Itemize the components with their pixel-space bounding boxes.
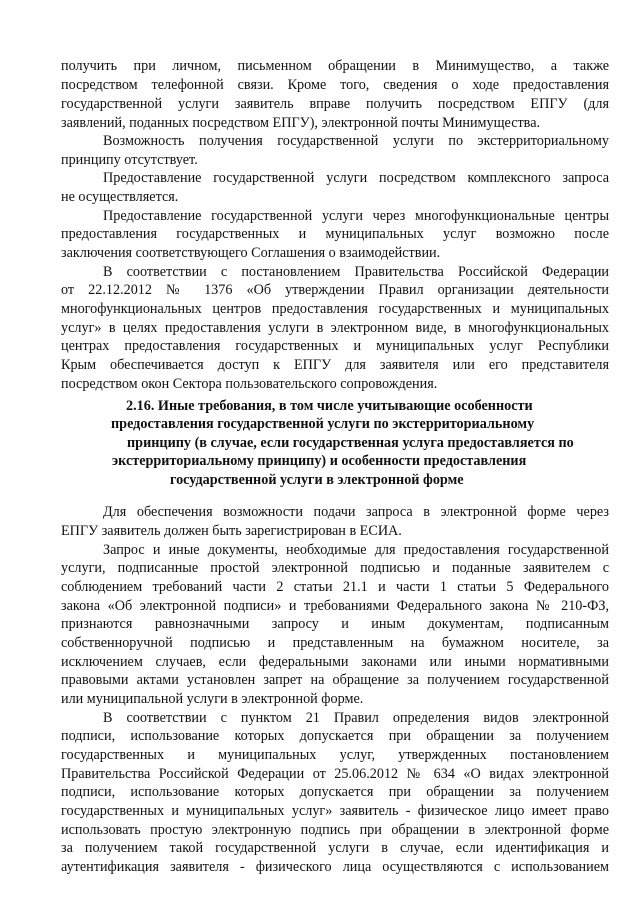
p5-line-6: Крым обеспечивается доступ к ЕПГУ для заявителя или его представителя [61,357,609,373]
p7-line-7: исключением случаев, если федеральными законами или иными нормативными [61,654,609,670]
p8-line-4: Правительства Российской Федерации от 25.06.2012 № 634 «О видах электронной [61,766,609,782]
p2-line-1: Возможность получения государственной услуги по экстерриториальному [103,133,609,149]
p7-line-6: собственноручной подписью и представленным на бумажном носителе, за [61,635,609,651]
p7-line-3: соблюдением требований части 2 статьи 21.1 и части 1 статьи 5 Федерального [61,579,609,595]
section-heading-line-4: экстерриториальному принципу) и особенности предоставления [112,453,527,469]
p2-line-2: принципу отсутствует. [61,152,198,168]
p3-line-1: Предоставление государственной услуги посредством комплексного запроса [103,170,609,186]
p1-line-1: получить при личном, письменном обращении в Минимущество, а также [61,58,609,74]
p8-line-6: государственных и муниципальных услуг» заявитель - физическое лицо имеет право [61,803,609,819]
p1-line-2: посредством телефонной связи. Кроме того, сведения о ходе предоставления [61,77,609,93]
section-heading-line-2: предоставления государственной услуги по экстерриториальному [111,416,535,432]
p1-line-4: заявлений, поданных посредством ЕПГУ), электронной почты Минимущества. [61,115,541,131]
p8-line-7: использовать простую электронную подпись при обращении в электронной форме [61,822,609,838]
p8-line-5: подписи, использование которых допускается при обращении за получением [61,784,609,800]
section-heading-line-3: принципу (в случае, если государственная услуга предоставляется по [127,435,574,451]
section-heading-line-5: государственной услуги в электронной форме [170,472,464,488]
p4-line-3: заключения соответствующего Соглашения о взаимодействии. [61,245,441,261]
p5-line-7: посредством окон Сектора пользовательского сопровождения. [61,376,438,392]
p8-line-3: государственных и муниципальных услуг, утвержденных постановлением [61,747,609,763]
p8-line-1: В соответствии с пунктом 21 Правил определения видов электронной [103,710,609,726]
section-heading-line-1: 2.16. Иные требования, в том числе учитывающие особенности [126,398,533,414]
p7-line-2: услуги, подписанные простой электронной подписью и поданные заявителем с [61,560,609,576]
p5-line-4: услуг» в целях предоставления услуги в электронном виде, в многофункциональных [61,320,609,336]
p7-line-5: признаются равнозначными запросу и иным документам, подписанным [61,616,609,632]
p4-line-1: Предоставление государственной услуги через многофункциональные центры [103,208,609,224]
p6-line-2: ЕПГУ заявитель должен быть зарегистрирован в ЕСИА. [61,523,402,539]
p8-line-2: подписи, использование которых допускается при обращении за получением [61,728,609,744]
p8-line-8: за получением такой государственной услуги в случае, если идентификация и [61,840,609,856]
p7-line-4: закона «Об электронной подписи» и требованиями Федерального закона № 210-ФЗ, [61,598,609,614]
p3-line-2: не осуществляется. [61,189,179,205]
p4-line-2: предоставления государственных и муниципальных услуг возможно после [61,226,609,242]
p6-line-1: Для обеспечения возможности подачи запроса в электронной форме через [103,504,609,520]
p7-line-9: или муниципальной услуги в электронной форме. [61,691,364,707]
p5-line-1: В соответствии с постановлением Правительства Российской Федерации [103,264,609,280]
p5-line-3: многофункциональных центров предоставления государственных и муниципальных [61,301,609,317]
p5-line-2: от 22.12.2012 № 1376 «Об утверждении Правил организации деятельности [61,282,609,298]
p7-line-1: Запрос и иные документы, необходимые для предоставления государственной [103,542,609,558]
p5-line-5: центрах предоставления государственных и муниципальных услуг Республики [61,338,609,354]
p8-line-9: аутентификация заявителя - физического лица осуществляются с использованием [61,859,609,875]
p1-line-3: государственной услуги заявитель вправе получить посредством ЕПГУ (для [61,96,609,112]
p7-line-8: правовыми актами установлен запрет на обращение за получением государственной [61,672,609,688]
